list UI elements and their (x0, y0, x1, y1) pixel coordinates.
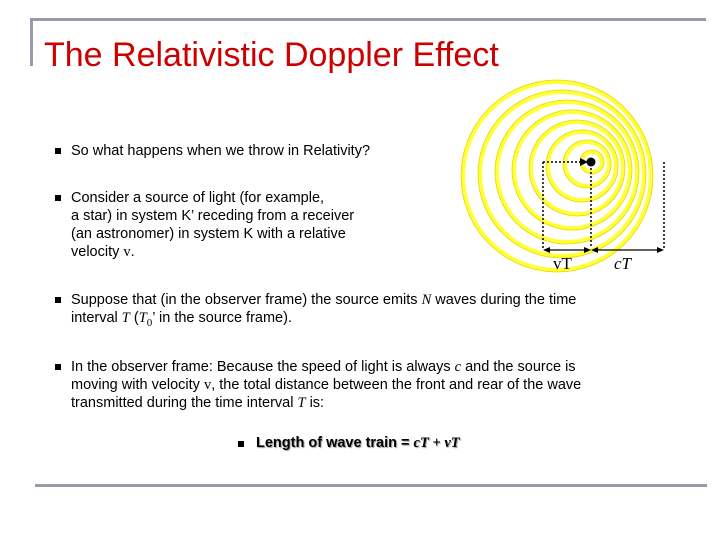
bullet-2-text (71, 189, 401, 261)
slide-title: The Relativistic Doppler Effect (44, 36, 499, 74)
bullet-3-text (71, 291, 671, 332)
dimension-arrows (543, 247, 664, 253)
bullet-2-line-2: a star) in system K’ receding from a receiver (71, 208, 355, 224)
bullet-marker (55, 195, 61, 201)
bullet-4-text (71, 358, 691, 412)
label-vT: vT (553, 254, 572, 273)
wave-train-length-formula: Length of wave train = cT + vT (256, 435, 460, 451)
bullet-4-line-3: transmitted during the time interval T is: (71, 395, 325, 411)
bullet-marker (55, 364, 61, 370)
bullet-4-line-2: moving with velocity v, the total distance between the front and rear of the wave (71, 377, 582, 393)
bullet-marker (55, 297, 61, 303)
bullet-2-line-3: (an astronomer) in system K with a relative (71, 226, 346, 242)
bullet-marker (238, 441, 244, 447)
label-cT: cT (614, 254, 631, 273)
wave-front-7 (480, 92, 644, 256)
bullet-marker (55, 148, 61, 154)
bullet-1-text: So what happens when we throw in Relativity? (71, 143, 371, 159)
bullet-2-line-4: velocity v. (71, 244, 135, 260)
velocity-symbol: v (123, 244, 131, 260)
bullet-4-line-1: In the observer frame: Because the speed of light is always c and the source is (71, 359, 576, 375)
bullet-2-line-1: Consider a source of light (for example, (71, 190, 325, 206)
bullet-3-line-2: interval T ($T_0$’ in the source frame). (71, 310, 292, 329)
bullet-3-line-1: Suppose that (in the observer frame) the source emits N waves during the time (71, 292, 577, 308)
wave-fronts (463, 82, 651, 270)
